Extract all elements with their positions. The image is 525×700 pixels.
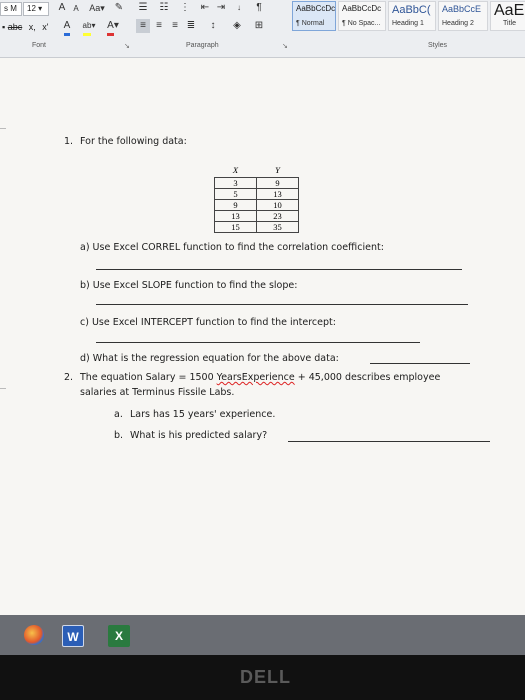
font-color-button[interactable]: A▾ bbox=[104, 19, 122, 36]
style-heading-2-name: Heading 2 bbox=[442, 20, 474, 27]
question-2-post: + 45,000 describes employee bbox=[294, 372, 441, 383]
style-title-sample: AaE bbox=[494, 2, 525, 19]
taskbar bbox=[0, 615, 525, 655]
question-2b-text: What is his predicted salary? bbox=[130, 430, 268, 441]
table-cell[interactable]: 9 bbox=[257, 177, 299, 188]
bullets-icon[interactable]: ☰ bbox=[138, 2, 148, 13]
text-effects-button[interactable] bbox=[60, 19, 74, 36]
paragraph-dialog-launcher-icon[interactable]: ↘ bbox=[282, 43, 288, 50]
shrink-font-button[interactable] bbox=[70, 2, 82, 16]
question-2-line-1 bbox=[80, 372, 440, 383]
style-heading-2-sample: AaBbCcE bbox=[442, 4, 482, 14]
part-b-answer-line[interactable] bbox=[96, 304, 468, 305]
style-heading-1[interactable] bbox=[388, 1, 436, 31]
justify-icon[interactable]: ≣ bbox=[186, 20, 196, 31]
part-d-text: d) What is the regression equation for the above data: bbox=[80, 353, 339, 364]
question-1-number: 1. bbox=[64, 136, 74, 147]
brand-logo: DELL bbox=[240, 667, 291, 687]
column-header-y: Y bbox=[275, 165, 280, 176]
column-header-x: X bbox=[232, 165, 239, 176]
paragraph-group-label: Paragraph bbox=[186, 42, 219, 49]
strikethrough-button[interactable]: abc bbox=[7, 22, 23, 32]
highlight-button[interactable]: ab▾ bbox=[80, 19, 98, 36]
table-row bbox=[215, 199, 299, 210]
table-cell[interactable]: 15 bbox=[215, 221, 257, 232]
line-spacing-icon[interactable]: ↕ bbox=[210, 20, 216, 31]
font-color-label: A bbox=[107, 19, 114, 36]
grow-font-button[interactable] bbox=[56, 1, 68, 15]
grow-font-label: A bbox=[58, 2, 66, 13]
ribbon bbox=[0, 0, 525, 58]
style-heading-1-name: Heading 1 bbox=[392, 20, 424, 27]
part-a-answer-line[interactable] bbox=[96, 269, 462, 270]
style-normal-sample: AaBbCcDc bbox=[296, 4, 336, 13]
font-name-box[interactable] bbox=[0, 2, 22, 16]
superscript-button[interactable]: x' bbox=[42, 22, 49, 32]
margin-marker bbox=[0, 388, 6, 389]
table-cell[interactable]: 13 bbox=[215, 210, 257, 221]
data-table bbox=[214, 164, 299, 233]
style-heading-2[interactable] bbox=[438, 1, 488, 31]
question-2b-label: b. bbox=[114, 430, 124, 441]
style-title-name: Title bbox=[503, 20, 516, 27]
table-cell[interactable]: 35 bbox=[257, 221, 299, 232]
word-icon-letter: W bbox=[67, 630, 79, 644]
format-row bbox=[2, 22, 49, 32]
font-size-box[interactable]: 12 ▾ bbox=[23, 2, 49, 16]
sort-icon[interactable]: ↓ bbox=[237, 3, 241, 12]
part-b-text: b) Use Excel SLOPE function to find the slope: bbox=[80, 280, 298, 291]
style-title[interactable] bbox=[490, 1, 525, 31]
question-2a-text: Lars has 15 years' experience. bbox=[130, 409, 276, 420]
show-marks-icon[interactable]: ¶ bbox=[256, 2, 262, 13]
question-2-line-2: salaries at Terminus Fissile Labs. bbox=[80, 387, 235, 398]
style-no-spacing-sample: AaBbCcDc bbox=[342, 4, 382, 13]
highlight-label: ab bbox=[83, 19, 92, 36]
style-heading-1-sample: AaBbC( bbox=[392, 4, 431, 16]
question-2b-answer-line[interactable] bbox=[288, 441, 490, 442]
table-cell[interactable]: 13 bbox=[257, 188, 299, 199]
part-d-answer-line[interactable] bbox=[370, 363, 470, 364]
question-2-underlined-term: YearsExperience bbox=[216, 372, 295, 383]
document-page[interactable] bbox=[0, 58, 525, 615]
multilevel-list-icon[interactable]: ⋮ bbox=[180, 2, 190, 13]
table-cell[interactable]: 5 bbox=[215, 188, 257, 199]
document-area bbox=[0, 58, 525, 615]
part-a-text: a) Use Excel CORREL function to find the correlation coefficient: bbox=[80, 242, 384, 253]
shading-icon[interactable]: ◈ bbox=[233, 20, 241, 31]
text-effects-label: A bbox=[64, 19, 71, 36]
table-row bbox=[215, 210, 299, 221]
align-center-icon[interactable]: ≡ bbox=[156, 20, 162, 31]
bullet-small-icon: ▪ bbox=[2, 22, 6, 32]
clear-format-icon[interactable]: ✎ bbox=[114, 2, 124, 13]
borders-icon[interactable]: ⊞ bbox=[254, 20, 264, 31]
font-name-value: s M bbox=[4, 4, 17, 13]
table-cell[interactable]: 23 bbox=[257, 210, 299, 221]
style-normal-name: ¶ Normal bbox=[296, 20, 325, 27]
question-2a-label: a. bbox=[114, 409, 123, 420]
question-2-pre: The equation Salary = 1500 bbox=[80, 372, 217, 383]
table-row bbox=[215, 177, 299, 188]
browser-icon[interactable] bbox=[24, 625, 44, 645]
table-header-row bbox=[215, 164, 299, 177]
font-size-value: 12 bbox=[27, 4, 36, 13]
part-c-answer-line[interactable] bbox=[96, 342, 420, 343]
align-left-icon[interactable]: ≡ bbox=[136, 19, 150, 33]
table-row bbox=[215, 221, 299, 232]
table-cell[interactable]: 10 bbox=[257, 199, 299, 210]
question-2-number: 2. bbox=[64, 372, 74, 383]
font-dialog-launcher-icon[interactable]: ↘ bbox=[124, 43, 130, 50]
table-row bbox=[215, 188, 299, 199]
align-right-icon[interactable]: ≡ bbox=[172, 20, 178, 31]
decrease-indent-icon[interactable]: ⇤ bbox=[200, 2, 210, 13]
excel-icon[interactable] bbox=[108, 625, 130, 647]
monitor-bezel bbox=[0, 655, 525, 700]
table-cell[interactable]: 9 bbox=[215, 199, 257, 210]
font-group-label: Font bbox=[32, 42, 47, 49]
question-1-text: For the following data: bbox=[80, 136, 187, 147]
change-case-button[interactable]: Aa▾ bbox=[89, 3, 105, 13]
numbering-icon[interactable]: ☷ bbox=[159, 2, 169, 13]
excel-icon-letter: X bbox=[114, 629, 123, 643]
change-case-label: Aa bbox=[89, 3, 101, 13]
margin-marker bbox=[0, 128, 6, 129]
style-no-spacing-name: ¶ No Spac... bbox=[342, 20, 381, 27]
word-icon[interactable] bbox=[62, 625, 84, 647]
style-normal[interactable] bbox=[292, 1, 336, 31]
increase-indent-icon[interactable]: ⇥ bbox=[216, 2, 226, 13]
part-c-text: c) Use Excel INTERCEPT function to find the intercept: bbox=[80, 317, 336, 328]
table-cell[interactable]: 3 bbox=[215, 177, 257, 188]
style-no-spacing[interactable] bbox=[338, 1, 386, 31]
subscript-button[interactable]: x, bbox=[28, 22, 36, 32]
styles-group-label: Styles bbox=[428, 42, 448, 49]
shrink-font-label: A bbox=[73, 4, 79, 13]
